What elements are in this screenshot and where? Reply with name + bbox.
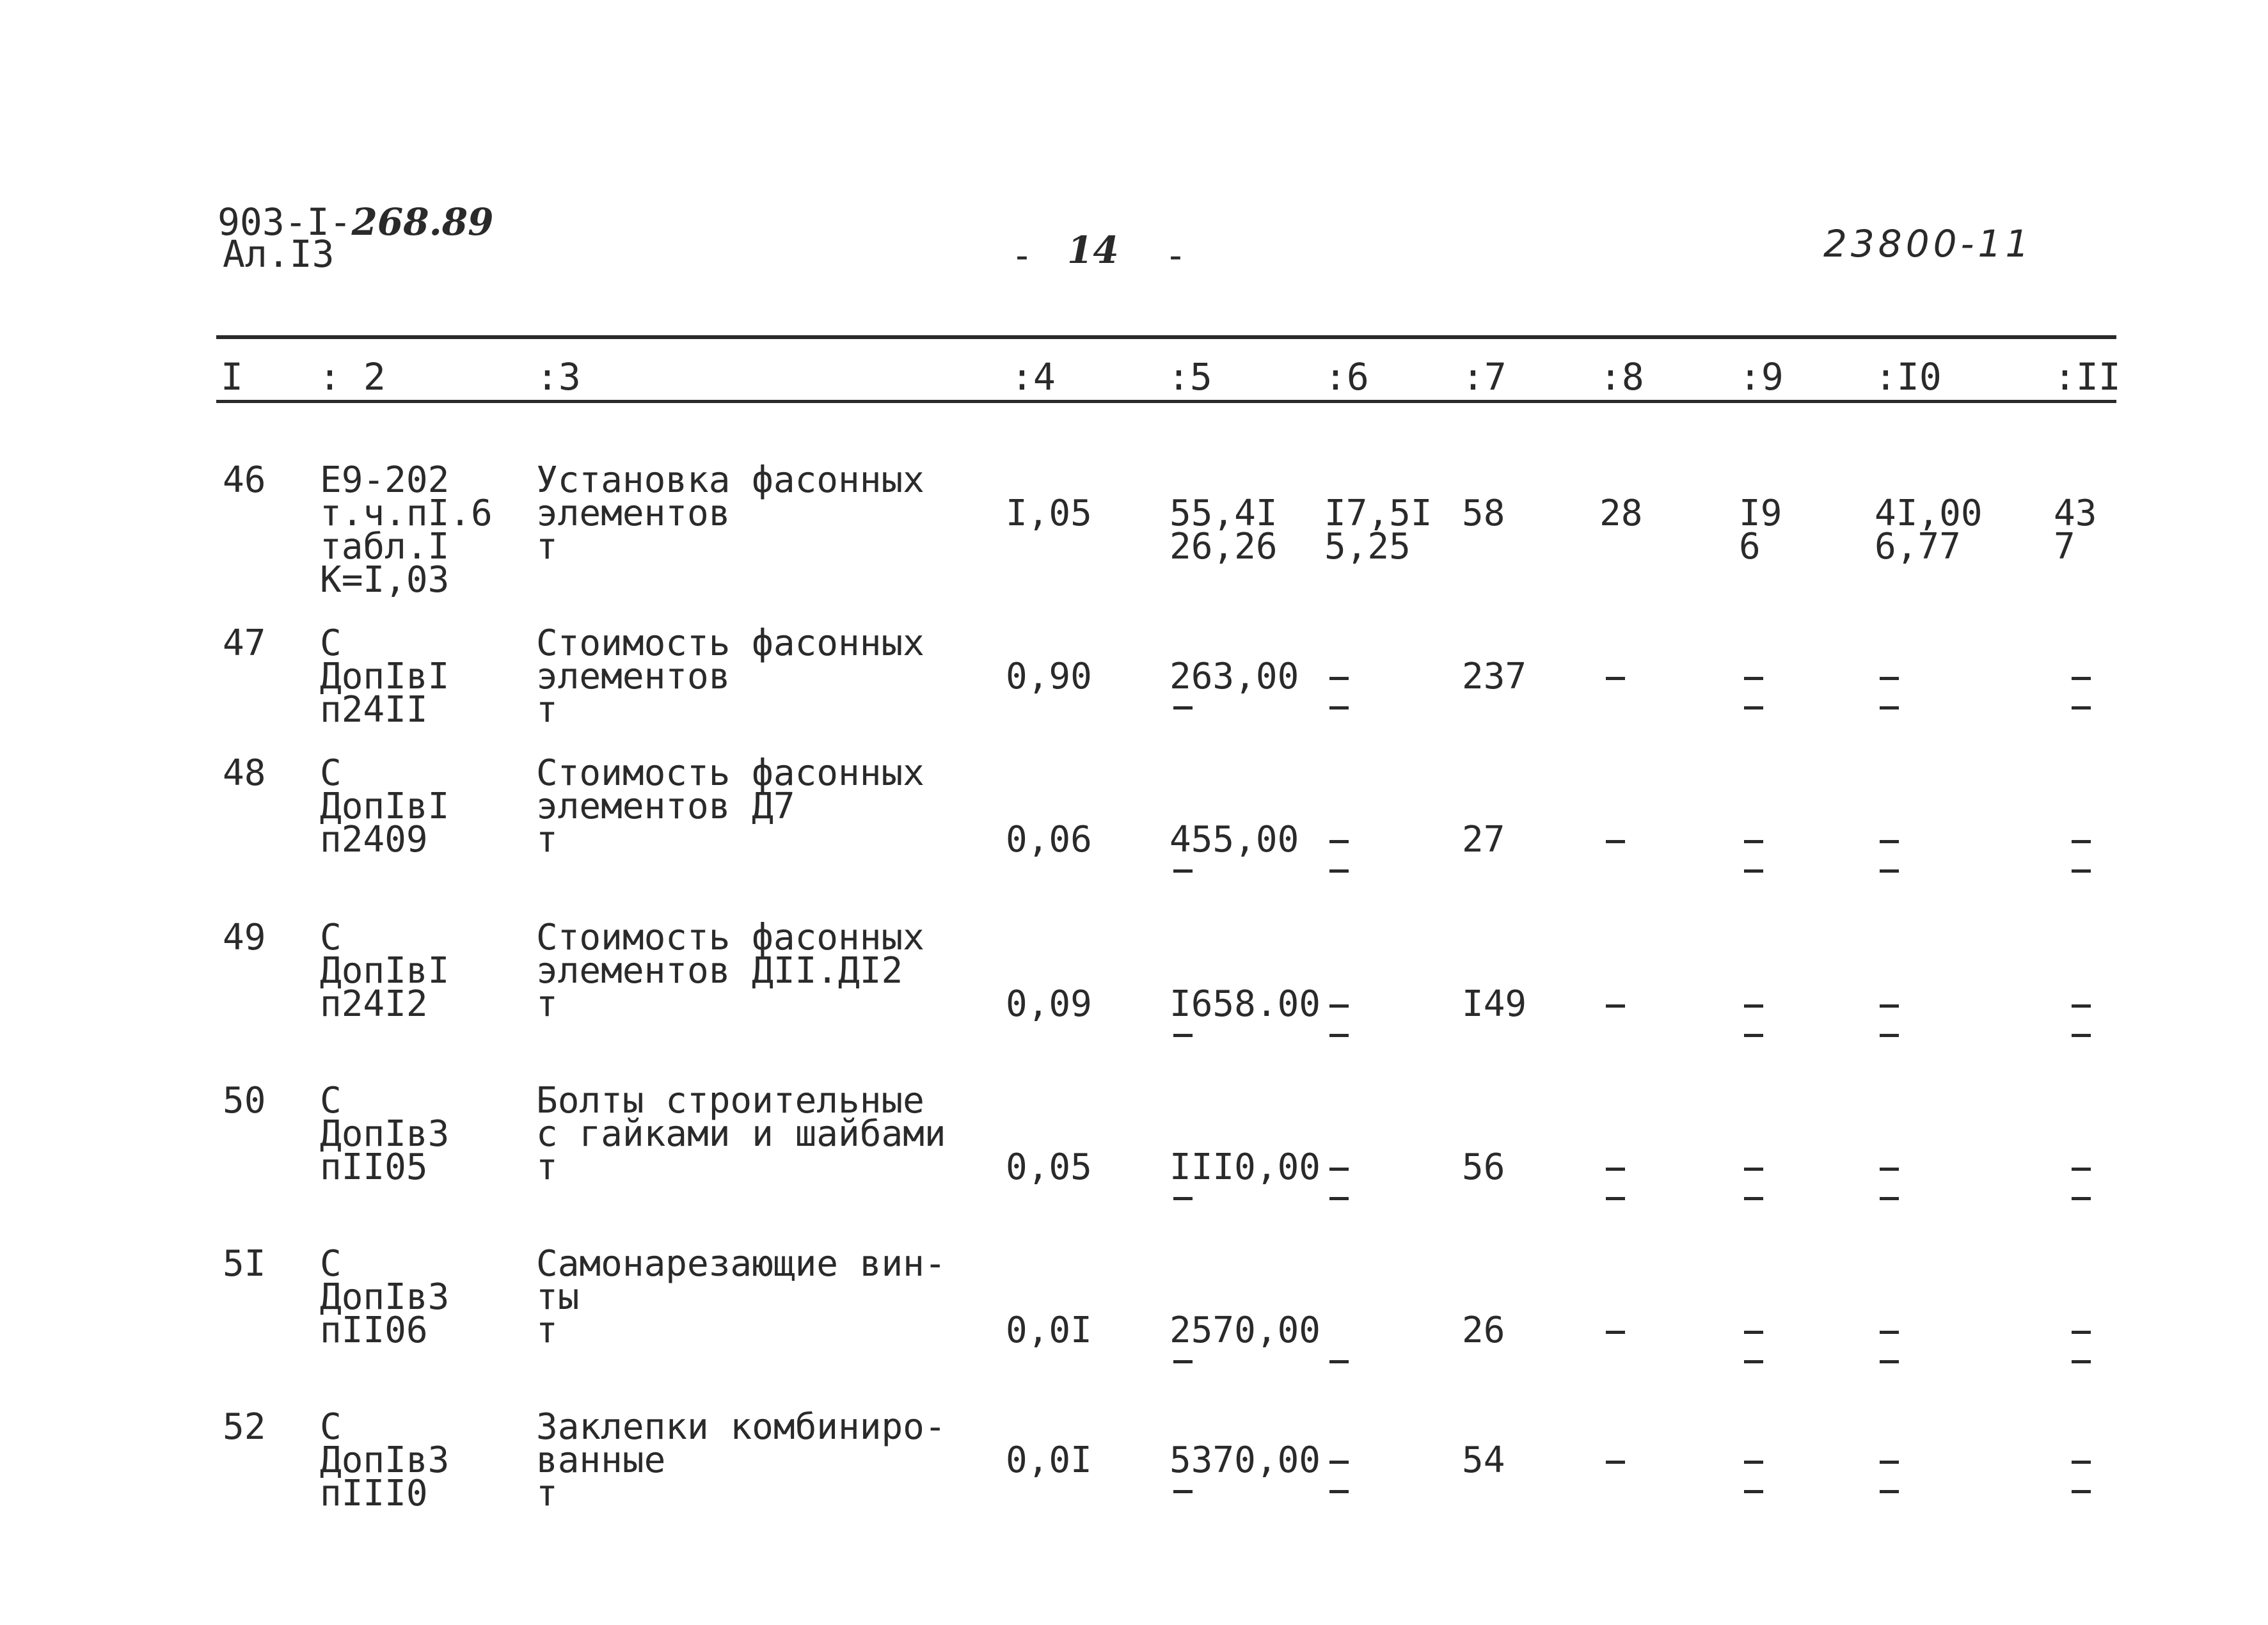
total-cost-value: 58 bbox=[1462, 493, 1505, 534]
empty-dash bbox=[1880, 1461, 1899, 1464]
empty-dash bbox=[1173, 1360, 1193, 1363]
empty-dash bbox=[1744, 677, 1763, 680]
quantity-value: 0,90 bbox=[1006, 656, 1092, 697]
empty-dash bbox=[1880, 706, 1899, 709]
empty-dash bbox=[1880, 1490, 1899, 1493]
unit-cost-value: 455,00 bbox=[1170, 819, 1299, 860]
empty-dash bbox=[2072, 1360, 2091, 1363]
empty-dash bbox=[1880, 1004, 1899, 1008]
empty-dash bbox=[1606, 1197, 1625, 1200]
description-line: Установка фасонных bbox=[536, 459, 924, 501]
empty-dash bbox=[2072, 677, 2091, 680]
description-line: Болты строительные bbox=[536, 1080, 924, 1122]
column-header-col-3: :3 bbox=[536, 355, 581, 399]
empty-dash bbox=[1744, 869, 1763, 873]
norm-code-line: ДопIв3 bbox=[320, 1439, 450, 1481]
empty-dash bbox=[2072, 1034, 2091, 1037]
description-line: Самонарезающие вин- bbox=[536, 1243, 946, 1285]
empty-dash bbox=[1329, 1197, 1349, 1200]
row-number: 49 bbox=[223, 917, 266, 958]
unit-cost-value: 2570,00 bbox=[1170, 1310, 1321, 1351]
column-header-col-5: :5 bbox=[1168, 355, 1212, 399]
description-line: т bbox=[536, 1146, 558, 1188]
description-line: Заклепки комбиниро- bbox=[536, 1406, 946, 1448]
empty-dash bbox=[1606, 677, 1625, 680]
empty-dash bbox=[1329, 1168, 1349, 1171]
norm-code-line: пII06 bbox=[320, 1310, 428, 1351]
empty-dash bbox=[1329, 1461, 1349, 1464]
quantity-value: 0,06 bbox=[1006, 819, 1092, 860]
total-cost-value: 56 bbox=[1462, 1146, 1505, 1188]
empty-dash bbox=[1880, 1034, 1899, 1037]
unit-cost-value: 263,00 bbox=[1170, 656, 1299, 697]
column-header-col-2: : 2 bbox=[319, 355, 386, 399]
empty-dash bbox=[1606, 1168, 1625, 1171]
album-number: Ал.I3 bbox=[223, 232, 335, 276]
machine-value: 6 bbox=[1739, 526, 1761, 567]
description-line: элементов ДII.ДI2 bbox=[536, 950, 903, 992]
empty-dash bbox=[1606, 1461, 1625, 1464]
unit-cost-value: III0,00 bbox=[1170, 1146, 1321, 1188]
empty-dash bbox=[1173, 869, 1193, 873]
labor-value: 28 bbox=[1599, 493, 1643, 534]
empty-dash bbox=[1880, 840, 1899, 843]
norm-code-line: С bbox=[320, 1243, 342, 1285]
empty-dash bbox=[1744, 1197, 1763, 1200]
norm-code-line: С bbox=[320, 752, 342, 794]
empty-dash bbox=[1744, 1168, 1763, 1171]
empty-dash bbox=[2072, 1168, 2091, 1171]
empty-dash bbox=[1744, 1331, 1763, 1334]
table-header-rule bbox=[216, 400, 2116, 403]
description-line: т bbox=[536, 1310, 558, 1351]
empty-dash bbox=[1329, 869, 1349, 873]
empty-dash bbox=[1606, 840, 1625, 843]
machine-value: I9 bbox=[1739, 493, 1782, 534]
column-header-col-9: :9 bbox=[1739, 355, 1784, 399]
wage-cost-value: I7,5I bbox=[1324, 493, 1432, 534]
description-line: элементов bbox=[536, 493, 731, 534]
description-line: т bbox=[536, 689, 558, 731]
empty-dash bbox=[1173, 1490, 1193, 1493]
empty-dash bbox=[1329, 677, 1349, 680]
document-code-handwritten: 268.89 bbox=[351, 200, 494, 244]
empty-dash bbox=[2072, 706, 2091, 709]
description-line: т bbox=[536, 526, 558, 567]
norm-code-line: п24I2 bbox=[320, 983, 428, 1025]
description-line: т bbox=[536, 819, 558, 860]
empty-dash bbox=[1880, 1197, 1899, 1200]
column-header-col-11: :II bbox=[2054, 355, 2121, 399]
total-cost-value: 26 bbox=[1462, 1310, 1505, 1351]
quantity-value: 0,0I bbox=[1006, 1439, 1092, 1481]
norm-code-line: п2409 bbox=[320, 819, 428, 860]
norm-code-line: С bbox=[320, 917, 342, 958]
empty-dash bbox=[2072, 1197, 2091, 1200]
norm-code-line: Е9-202 bbox=[320, 459, 450, 501]
empty-dash bbox=[1606, 1331, 1625, 1334]
description-line: Стоимость фасонных bbox=[536, 752, 924, 794]
empty-dash bbox=[1329, 840, 1349, 843]
description-line: Стоимость фасонных bbox=[536, 622, 924, 664]
description-line: Стоимость фасонных bbox=[536, 917, 924, 958]
empty-dash bbox=[1606, 1004, 1625, 1008]
norm-code-line: пII05 bbox=[320, 1146, 428, 1188]
row-number: 5I bbox=[223, 1243, 266, 1285]
page-number: 14 bbox=[1067, 228, 1119, 272]
description-line: т bbox=[536, 1473, 558, 1514]
empty-dash bbox=[1744, 1004, 1763, 1008]
empty-dash bbox=[1329, 1034, 1349, 1037]
description-line: с гайками и шайбами bbox=[536, 1113, 946, 1155]
norm-code-line: п24II bbox=[320, 689, 428, 731]
norm-code-line: С bbox=[320, 622, 342, 664]
empty-dash bbox=[1880, 1168, 1899, 1171]
empty-dash bbox=[2072, 1331, 2091, 1334]
empty-dash bbox=[1880, 677, 1899, 680]
row-number: 46 bbox=[223, 459, 266, 501]
empty-dash bbox=[2072, 1461, 2091, 1464]
quantity-value: 0,0I bbox=[1006, 1310, 1092, 1351]
inventory-number: 23800-11 bbox=[1823, 222, 2033, 266]
empty-dash bbox=[1744, 706, 1763, 709]
norm-code-line: табл.I bbox=[320, 526, 450, 567]
table-top-rule bbox=[216, 335, 2116, 339]
row-number: 50 bbox=[223, 1080, 266, 1122]
page-number-right-dash: - bbox=[1164, 234, 1187, 277]
description-line: элементов bbox=[536, 656, 731, 697]
empty-dash bbox=[2072, 1490, 2091, 1493]
total-cost-value: I49 bbox=[1462, 983, 1527, 1025]
description-line: т bbox=[536, 983, 558, 1025]
column-header-col-1: I bbox=[221, 355, 243, 399]
empty-dash bbox=[1329, 1004, 1349, 1008]
empty-dash bbox=[1173, 706, 1193, 709]
norm-value: 4I,00 bbox=[1875, 493, 1983, 534]
column-header-col-7: :7 bbox=[1462, 355, 1507, 399]
extra-value: 7 bbox=[2054, 526, 2075, 567]
norm-code-line: С bbox=[320, 1080, 342, 1122]
norm-value: 6,77 bbox=[1875, 526, 1961, 567]
empty-dash bbox=[2072, 869, 2091, 873]
norm-code-line: пIII0 bbox=[320, 1473, 428, 1514]
document-code-prefix: 903-I- bbox=[218, 200, 352, 244]
empty-dash bbox=[1744, 840, 1763, 843]
quantity-value: 0,05 bbox=[1006, 1146, 1092, 1188]
row-number: 47 bbox=[223, 622, 266, 664]
norm-code-line: ДопIвI bbox=[320, 950, 450, 992]
norm-code-line: С bbox=[320, 1406, 342, 1448]
empty-dash bbox=[1329, 1490, 1349, 1493]
empty-dash bbox=[1744, 1034, 1763, 1037]
empty-dash bbox=[2072, 840, 2091, 843]
description-line: ванные bbox=[536, 1439, 666, 1481]
total-cost-value: 54 bbox=[1462, 1439, 1505, 1481]
row-number: 52 bbox=[223, 1406, 266, 1448]
empty-dash bbox=[1173, 1034, 1193, 1037]
empty-dash bbox=[1744, 1360, 1763, 1363]
empty-dash bbox=[1329, 1360, 1349, 1363]
column-header-col-8: :8 bbox=[1599, 355, 1644, 399]
quantity-value: 0,09 bbox=[1006, 983, 1092, 1025]
empty-dash bbox=[1744, 1461, 1763, 1464]
empty-dash bbox=[1173, 1197, 1193, 1200]
description-line: ты bbox=[536, 1276, 580, 1318]
column-header-col-4: :4 bbox=[1011, 355, 1056, 399]
column-header-col-6: :6 bbox=[1324, 355, 1369, 399]
norm-code-line: ДопIв3 bbox=[320, 1276, 450, 1318]
empty-dash bbox=[1329, 706, 1349, 709]
norm-code-line: т.ч.пI.6 bbox=[320, 493, 493, 534]
page-number-left-dash: - bbox=[1011, 234, 1033, 277]
unit-cost-value: 26,26 bbox=[1170, 526, 1278, 567]
empty-dash bbox=[2072, 1004, 2091, 1008]
empty-dash bbox=[1744, 1490, 1763, 1493]
unit-cost-value: I658.00 bbox=[1170, 983, 1321, 1025]
norm-code-line: ДопIвI bbox=[320, 786, 450, 827]
norm-code-line: ДопIв3 bbox=[320, 1113, 450, 1155]
total-cost-value: 27 bbox=[1462, 819, 1505, 860]
unit-cost-value: 5370,00 bbox=[1170, 1439, 1321, 1481]
quantity-value: I,05 bbox=[1006, 493, 1092, 534]
column-header-col-10: :I0 bbox=[1875, 355, 1942, 399]
total-cost-value: 237 bbox=[1462, 656, 1527, 697]
unit-cost-value: 55,4I bbox=[1170, 493, 1278, 534]
empty-dash bbox=[1880, 869, 1899, 873]
wage-cost-value: 5,25 bbox=[1324, 526, 1411, 567]
row-number: 48 bbox=[223, 752, 266, 794]
empty-dash bbox=[1880, 1331, 1899, 1334]
norm-code-line: ДопIвI bbox=[320, 656, 450, 697]
description-line: элементов Д7 bbox=[536, 786, 795, 827]
empty-dash bbox=[1880, 1360, 1899, 1363]
extra-value: 43 bbox=[2054, 493, 2097, 534]
norm-code-line: К=I,03 bbox=[320, 559, 450, 601]
